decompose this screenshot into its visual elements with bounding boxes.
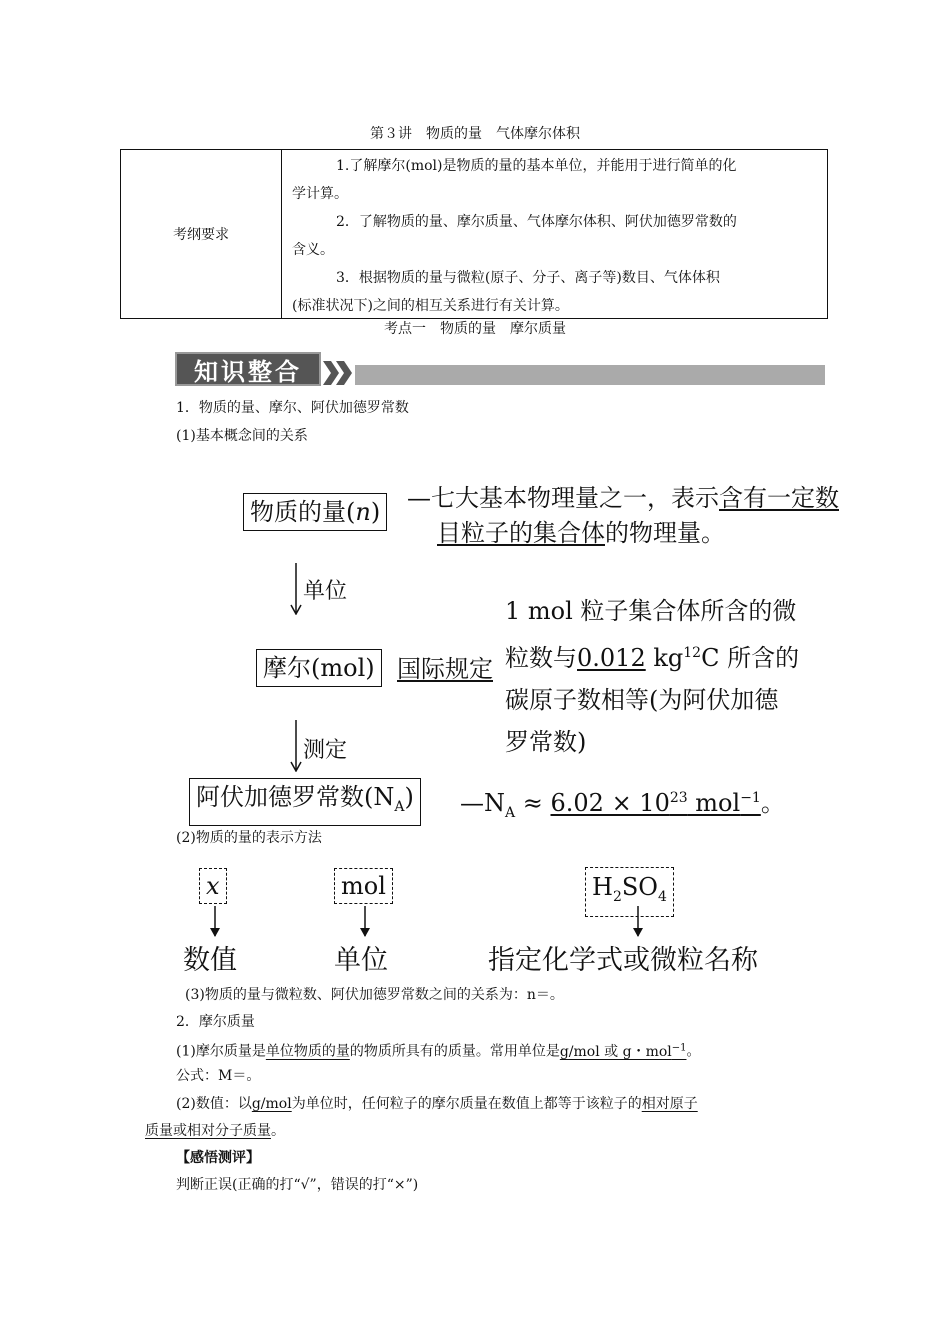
- formula-text: ≈: [515, 789, 551, 817]
- formula-unit: mol: [687, 789, 741, 817]
- mol-definition: [505, 590, 799, 763]
- test-title: 【感悟测评】: [176, 1150, 260, 1166]
- down-arrow-icon: [631, 906, 645, 938]
- box-unit: mol: [334, 868, 393, 904]
- sub: A: [394, 798, 405, 815]
- underline: 质量或相对分子质量: [145, 1123, 271, 1139]
- desc-line: 碳原子数相等(为阿伏加德: [505, 686, 779, 714]
- knowledge-banner: [175, 352, 825, 386]
- down-arrow-icon: [289, 720, 303, 772]
- formula-line: 公式：M＝。: [176, 1068, 261, 1084]
- desc-underline: 0.012: [577, 644, 646, 672]
- syllabus-line: (标准状况下)之间的相互关系进行有关计算。: [292, 298, 569, 314]
- underline: 相对原子: [641, 1096, 698, 1112]
- box-value: x: [199, 868, 227, 904]
- desc-line: [505, 632, 799, 679]
- node-text: ): [404, 783, 414, 811]
- heading-1-3: (3)物质的量与微粒数、阿伏加德罗常数之间的关系为：n＝。: [185, 987, 564, 1003]
- section-title: 考点一 物质的量 摩尔质量: [384, 321, 566, 337]
- text: 。: [271, 1123, 285, 1139]
- desc-line: 1 mol 粒子集合体所含的微: [505, 597, 797, 625]
- heading-1-1: (1)基本概念间的关系: [176, 428, 308, 444]
- banner-bar: [355, 365, 825, 385]
- syllabus-line: 3．根据物质的量与微粒(原子、分子、离子等)数目、气体体积: [336, 270, 720, 286]
- definition-text: [407, 478, 897, 518]
- text: (2)数值：以: [176, 1096, 252, 1112]
- sub: 4: [657, 888, 667, 905]
- desc-text: 粒数与: [505, 644, 577, 672]
- underline: g/mol: [251, 1096, 292, 1112]
- text: 。: [686, 1043, 701, 1060]
- sup: −1: [671, 1042, 687, 1053]
- down-arrow-icon: [289, 563, 303, 615]
- page-title: 第３讲 物质的量 气体摩尔体积: [370, 126, 580, 142]
- arrow-label-measure: 测定: [303, 738, 348, 763]
- down-arrow-icon: [358, 906, 372, 938]
- node-mole: 摩尔(mol): [256, 649, 382, 687]
- text: 为单位时，任何粒子的摩尔质量在数值上都等于该粒子的: [291, 1096, 642, 1112]
- node-text: 阿伏加德罗常数(N: [196, 783, 395, 811]
- sup: −1: [740, 790, 761, 806]
- sub: A: [505, 804, 516, 821]
- syllabus-content: [292, 152, 816, 320]
- label-value: 数值: [183, 945, 237, 976]
- syllabus-line: 学计算。: [292, 186, 348, 202]
- desc-underline: 目粒子的集合体: [437, 519, 605, 547]
- sup: 12: [683, 645, 702, 661]
- formula-underline: [551, 789, 761, 817]
- text: 的物质所具有的质量。常用单位是: [349, 1043, 560, 1060]
- syllabus-label: 考纲要求: [121, 150, 282, 318]
- down-arrow-icon: [208, 906, 222, 938]
- heading-2: 2．摩尔质量: [176, 1014, 255, 1030]
- unit-text: g/mol 或 g・mol: [559, 1043, 672, 1060]
- node-amount-of-substance: [243, 493, 387, 531]
- formula-text: —N: [460, 789, 505, 817]
- molar-mass-value-cont: [145, 1121, 285, 1141]
- node-text: ): [370, 498, 381, 526]
- desc-text: C 所含的: [701, 644, 800, 672]
- heading-1: 1．物质的量、摩尔、阿伏加德罗常数: [176, 400, 409, 416]
- sub: 2: [612, 888, 622, 905]
- desc-text: kg: [645, 644, 684, 672]
- desc-underline: 含有一定数: [719, 484, 839, 512]
- banner-label: 知识整合: [175, 352, 321, 386]
- syllabus-line: 1.了解摩尔(mol)是物质的量的基本单位，并能用于进行简单的化: [336, 158, 737, 174]
- sup: 23: [669, 790, 688, 806]
- node-var: n: [355, 498, 371, 526]
- formula-text: H: [592, 873, 613, 901]
- formula-text: 。: [760, 789, 785, 817]
- double-chevron-icon: [323, 361, 355, 385]
- label-formula: 指定化学式或微粒名称: [488, 945, 758, 976]
- box-formula: [585, 867, 674, 917]
- formula-value: 6.02 × 10: [550, 789, 670, 817]
- arrow-label-unit: 单位: [303, 579, 348, 604]
- syllabus-line: 2．了解物质的量、摩尔质量、气体摩尔体积、阿伏加德罗常数的: [336, 214, 737, 230]
- molar-mass-value: [176, 1094, 698, 1114]
- international-rule: 国际规定: [397, 655, 493, 683]
- test-desc: 判断正误(正确的打“√”，错误的打“×”): [176, 1177, 419, 1193]
- underline: 单位物质的量: [265, 1043, 350, 1060]
- heading-1-2: (2)物质的量的表示方法: [176, 830, 322, 846]
- node-avogadro: [189, 778, 421, 826]
- definition-line2: [437, 515, 725, 551]
- syllabus-table: [120, 149, 828, 319]
- molar-mass-def: [176, 1038, 701, 1062]
- syllabus-line: 含义。: [292, 242, 334, 258]
- underline: [560, 1044, 687, 1060]
- text: (1)摩尔质量是: [176, 1043, 266, 1060]
- node-text: 物质的量(: [250, 498, 356, 526]
- dash: —: [407, 484, 431, 512]
- desc-text: 的物理量。: [605, 519, 725, 547]
- avogadro-formula: [460, 780, 785, 831]
- desc-text: 七大基本物理量之一，表示: [431, 484, 719, 512]
- label-unit: 单位: [334, 945, 388, 976]
- desc-line: 罗常数): [505, 728, 587, 756]
- formula-text: SO: [621, 873, 658, 901]
